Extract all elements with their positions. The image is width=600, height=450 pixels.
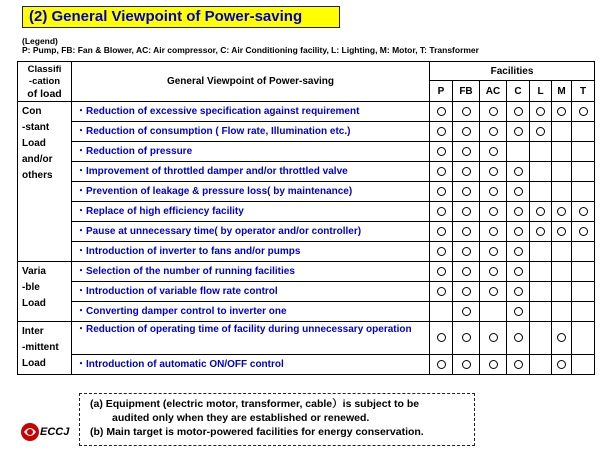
mark-cell-c xyxy=(507,202,530,222)
facility-column-l: L xyxy=(530,81,552,102)
note-a-line-1: (a) Equipment (electric motor, transformer, cable）is subject to be xyxy=(90,398,420,410)
mark-cell-m xyxy=(552,162,572,182)
mark-cell-fb xyxy=(453,202,480,222)
mark-cell-l xyxy=(530,322,552,355)
table-row xyxy=(18,242,595,262)
mark-cell-c xyxy=(507,182,530,202)
table-row xyxy=(18,302,595,322)
applicable-circle-icon xyxy=(514,360,523,369)
mark-cell-c xyxy=(507,102,530,122)
mark-cell-ac xyxy=(480,162,507,182)
applicable-circle-icon xyxy=(579,227,588,236)
load-category-line: Load xyxy=(22,138,46,149)
applicable-circle-icon xyxy=(462,127,471,136)
applicable-circle-icon xyxy=(462,307,471,316)
mark-cell-fb xyxy=(453,142,480,162)
table-row xyxy=(18,162,595,182)
applicable-circle-icon xyxy=(489,147,498,156)
mark-cell-m xyxy=(552,242,572,262)
mark-cell-m xyxy=(552,222,572,242)
mark-cell-l xyxy=(530,142,552,162)
mark-cell-t xyxy=(572,102,595,122)
load-category-line: Con xyxy=(22,106,42,117)
mark-cell-t xyxy=(572,262,595,282)
mark-cell-c xyxy=(507,222,530,242)
viewpoint-item: ・Selection of the number of running facilities xyxy=(72,262,430,282)
mark-cell-p xyxy=(430,322,453,355)
mark-cell-l xyxy=(530,162,552,182)
table-row xyxy=(18,102,595,122)
applicable-circle-icon xyxy=(489,333,498,342)
mark-cell-c xyxy=(507,142,530,162)
mark-cell-fb xyxy=(453,242,480,262)
mark-cell-ac xyxy=(480,122,507,142)
applicable-circle-icon xyxy=(514,207,523,216)
mark-cell-t xyxy=(572,142,595,162)
facility-column-c: C xyxy=(507,81,530,102)
mark-cell-c xyxy=(507,122,530,142)
applicable-circle-icon xyxy=(462,360,471,369)
applicable-circle-icon xyxy=(579,107,588,116)
facilities-header: Facilities xyxy=(430,62,595,81)
load-category-line: and/or xyxy=(22,154,53,165)
mark-cell-l xyxy=(530,102,552,122)
applicable-circle-icon xyxy=(437,287,446,296)
applicable-circle-icon xyxy=(514,107,523,116)
mark-cell-ac xyxy=(480,355,507,375)
mark-cell-l xyxy=(530,302,552,322)
mark-cell-fb xyxy=(453,122,480,142)
mark-cell-t xyxy=(572,322,595,355)
mark-cell-p xyxy=(430,242,453,262)
mark-cell-m xyxy=(552,202,572,222)
table-row xyxy=(18,282,595,302)
applicable-circle-icon xyxy=(514,333,523,342)
mark-cell-fb xyxy=(453,302,480,322)
applicable-circle-icon xyxy=(437,147,446,156)
mark-cell-l xyxy=(530,262,552,282)
mark-cell-t xyxy=(572,182,595,202)
mark-cell-ac xyxy=(480,262,507,282)
table-row xyxy=(18,222,595,242)
mark-cell-t xyxy=(572,202,595,222)
table-row xyxy=(18,262,595,282)
applicable-circle-icon xyxy=(489,187,498,196)
viewpoint-item: ・Improvement of throttled damper and/or throttled valve xyxy=(72,162,430,182)
mark-cell-p xyxy=(430,122,453,142)
mark-cell-m xyxy=(552,355,572,375)
mark-cell-t xyxy=(572,355,595,375)
mark-cell-p xyxy=(430,222,453,242)
mark-cell-t xyxy=(572,282,595,302)
load-category xyxy=(18,102,72,262)
load-category-line: -ble xyxy=(22,282,40,293)
mark-cell-c xyxy=(507,162,530,182)
applicable-circle-icon xyxy=(557,227,566,236)
applicable-circle-icon xyxy=(462,287,471,296)
mark-cell-fb xyxy=(453,182,480,202)
applicable-circle-icon xyxy=(462,147,471,156)
facility-column-t: T xyxy=(572,81,595,102)
applicable-circle-icon xyxy=(514,267,523,276)
mark-cell-t xyxy=(572,122,595,142)
applicable-circle-icon xyxy=(462,227,471,236)
mark-cell-m xyxy=(552,282,572,302)
applicable-circle-icon xyxy=(489,227,498,236)
mark-cell-p xyxy=(430,142,453,162)
mark-cell-c xyxy=(507,282,530,302)
mark-cell-fb xyxy=(453,355,480,375)
applicable-circle-icon xyxy=(462,187,471,196)
mark-cell-c xyxy=(507,302,530,322)
applicable-circle-icon xyxy=(557,333,566,342)
load-category xyxy=(18,262,72,322)
facility-column-p: P xyxy=(430,81,453,102)
eccj-logo-text: ECCJ xyxy=(40,426,70,438)
viewpoint-item: ・Reduction of consumption ( Flow rate, Illumination etc.) xyxy=(72,122,430,142)
load-category-line: others xyxy=(22,170,53,181)
mark-cell-p xyxy=(430,262,453,282)
mark-cell-c xyxy=(507,262,530,282)
applicable-circle-icon xyxy=(489,207,498,216)
table-row xyxy=(18,122,595,142)
viewpoint-item: ・Prevention of leakage & pressure loss( by maintenance) xyxy=(72,182,430,202)
mark-cell-l xyxy=(530,222,552,242)
applicable-circle-icon xyxy=(437,247,446,256)
mark-cell-p xyxy=(430,302,453,322)
applicable-circle-icon xyxy=(462,247,471,256)
load-category-line: -stant xyxy=(22,122,50,133)
applicable-circle-icon xyxy=(462,107,471,116)
classification-header xyxy=(18,62,72,102)
applicable-circle-icon xyxy=(437,207,446,216)
mark-cell-ac xyxy=(480,242,507,262)
applicable-circle-icon xyxy=(514,127,523,136)
legend-heading: (Legend) xyxy=(22,36,58,46)
applicable-circle-icon xyxy=(514,167,523,176)
mark-cell-fb xyxy=(453,222,480,242)
applicable-circle-icon xyxy=(489,267,498,276)
facility-column-ac: AC xyxy=(480,81,507,102)
classification-line-1: Classifi xyxy=(27,63,62,75)
mark-cell-fb xyxy=(453,102,480,122)
mark-cell-l xyxy=(530,182,552,202)
mark-cell-m xyxy=(552,302,572,322)
applicable-circle-icon xyxy=(462,267,471,276)
applicable-circle-icon xyxy=(557,207,566,216)
mark-cell-m xyxy=(552,142,572,162)
mark-cell-t xyxy=(572,222,595,242)
viewpoint-item: ・Reduction of pressure xyxy=(72,142,430,162)
applicable-circle-icon xyxy=(489,360,498,369)
applicable-circle-icon xyxy=(489,167,498,176)
table-row xyxy=(18,355,595,375)
viewpoint-item: ・Introduction of variable flow rate control xyxy=(72,282,430,302)
applicable-circle-icon xyxy=(437,333,446,342)
note-b: (b) Main target is motor-powered facilities for energy conservation. xyxy=(90,426,424,438)
mark-cell-m xyxy=(552,122,572,142)
mark-cell-ac xyxy=(480,322,507,355)
mark-cell-p xyxy=(430,355,453,375)
power-saving-table xyxy=(17,61,595,375)
applicable-circle-icon xyxy=(514,287,523,296)
mark-cell-c xyxy=(507,322,530,355)
applicable-circle-icon xyxy=(489,287,498,296)
load-category-line: Varia xyxy=(22,266,46,277)
mark-cell-ac xyxy=(480,282,507,302)
mark-cell-m xyxy=(552,182,572,202)
applicable-circle-icon xyxy=(437,227,446,236)
viewpoint-item: ・Introduction of automatic ON/OFF control xyxy=(72,355,430,375)
applicable-circle-icon xyxy=(514,247,523,256)
applicable-circle-icon xyxy=(514,227,523,236)
applicable-circle-icon xyxy=(536,207,545,216)
facility-column-fb: FB xyxy=(453,81,480,102)
applicable-circle-icon xyxy=(462,207,471,216)
mark-cell-m xyxy=(552,102,572,122)
applicable-circle-icon xyxy=(557,107,566,116)
applicable-circle-icon xyxy=(437,107,446,116)
applicable-circle-icon xyxy=(557,360,566,369)
applicable-circle-icon xyxy=(437,187,446,196)
mark-cell-m xyxy=(552,262,572,282)
applicable-circle-icon xyxy=(489,107,498,116)
load-category xyxy=(18,322,72,375)
table-row xyxy=(18,142,595,162)
mark-cell-ac xyxy=(480,302,507,322)
mark-cell-c xyxy=(507,355,530,375)
mark-cell-fb xyxy=(453,282,480,302)
mark-cell-fb xyxy=(453,262,480,282)
viewpoint-item: ・Introduction of inverter to fans and/or pumps xyxy=(72,242,430,262)
mark-cell-p xyxy=(430,282,453,302)
applicable-circle-icon xyxy=(536,127,545,136)
general-viewpoint-header: General Viewpoint of Power-saving xyxy=(72,62,430,102)
viewpoint-item: ・Converting damper control to inverter one xyxy=(72,302,430,322)
applicable-circle-icon xyxy=(462,333,471,342)
table-row xyxy=(18,182,595,202)
mark-cell-l xyxy=(530,355,552,375)
viewpoint-item: ・Replace of high efficiency facility xyxy=(72,202,430,222)
classification-line-2: -cation xyxy=(28,75,61,87)
mark-cell-m xyxy=(552,322,572,355)
applicable-circle-icon xyxy=(462,167,471,176)
mark-cell-p xyxy=(430,162,453,182)
mark-cell-l xyxy=(530,122,552,142)
mark-cell-ac xyxy=(480,142,507,162)
mark-cell-l xyxy=(530,282,552,302)
mark-cell-fb xyxy=(453,162,480,182)
viewpoint-item: ・Reduction of operating time of facility during unnecessary operation xyxy=(72,322,430,355)
load-category-line: Load xyxy=(22,358,46,369)
mark-cell-l xyxy=(530,242,552,262)
mark-cell-t xyxy=(572,162,595,182)
applicable-circle-icon xyxy=(536,227,545,236)
mark-cell-t xyxy=(572,302,595,322)
viewpoint-item: ・Pause at unnecessary time( by operator and/or controller) xyxy=(72,222,430,242)
applicable-circle-icon xyxy=(489,247,498,256)
table-row xyxy=(18,202,595,222)
viewpoint-item: ・Reduction of excessive specification against requirement xyxy=(72,102,430,122)
applicable-circle-icon xyxy=(514,187,523,196)
applicable-circle-icon xyxy=(536,107,545,116)
mark-cell-p xyxy=(430,182,453,202)
applicable-circle-icon xyxy=(437,267,446,276)
applicable-circle-icon xyxy=(437,127,446,136)
facility-column-m: M xyxy=(552,81,572,102)
mark-cell-ac xyxy=(480,102,507,122)
applicable-circle-icon xyxy=(579,207,588,216)
mark-cell-p xyxy=(430,102,453,122)
applicable-circle-icon xyxy=(437,360,446,369)
mark-cell-ac xyxy=(480,222,507,242)
load-category-line: Inter xyxy=(22,326,44,337)
load-category-line: -mittent xyxy=(22,342,59,353)
note-a-line-2: audited only when they are established or renewed. xyxy=(112,412,370,424)
mark-cell-c xyxy=(507,242,530,262)
load-category-line: Load xyxy=(22,298,46,309)
mark-cell-ac xyxy=(480,182,507,202)
table-row xyxy=(18,322,595,355)
notes-box xyxy=(79,393,475,446)
applicable-circle-icon xyxy=(489,127,498,136)
mark-cell-fb xyxy=(453,322,480,355)
applicable-circle-icon xyxy=(514,307,523,316)
mark-cell-p xyxy=(430,202,453,222)
applicable-circle-icon xyxy=(437,167,446,176)
mark-cell-t xyxy=(572,242,595,262)
classification-line-3: of load xyxy=(27,87,62,100)
legend-text: P: Pump, FB: Fan & Blower, AC: Air compressor, C: Air Conditioning facility, L: Lighting, M: Motor, T: Transformer xyxy=(22,45,479,55)
mark-cell-ac xyxy=(480,202,507,222)
mark-cell-l xyxy=(530,202,552,222)
page-title: (2) General Viewpoint of Power-saving xyxy=(22,6,340,28)
